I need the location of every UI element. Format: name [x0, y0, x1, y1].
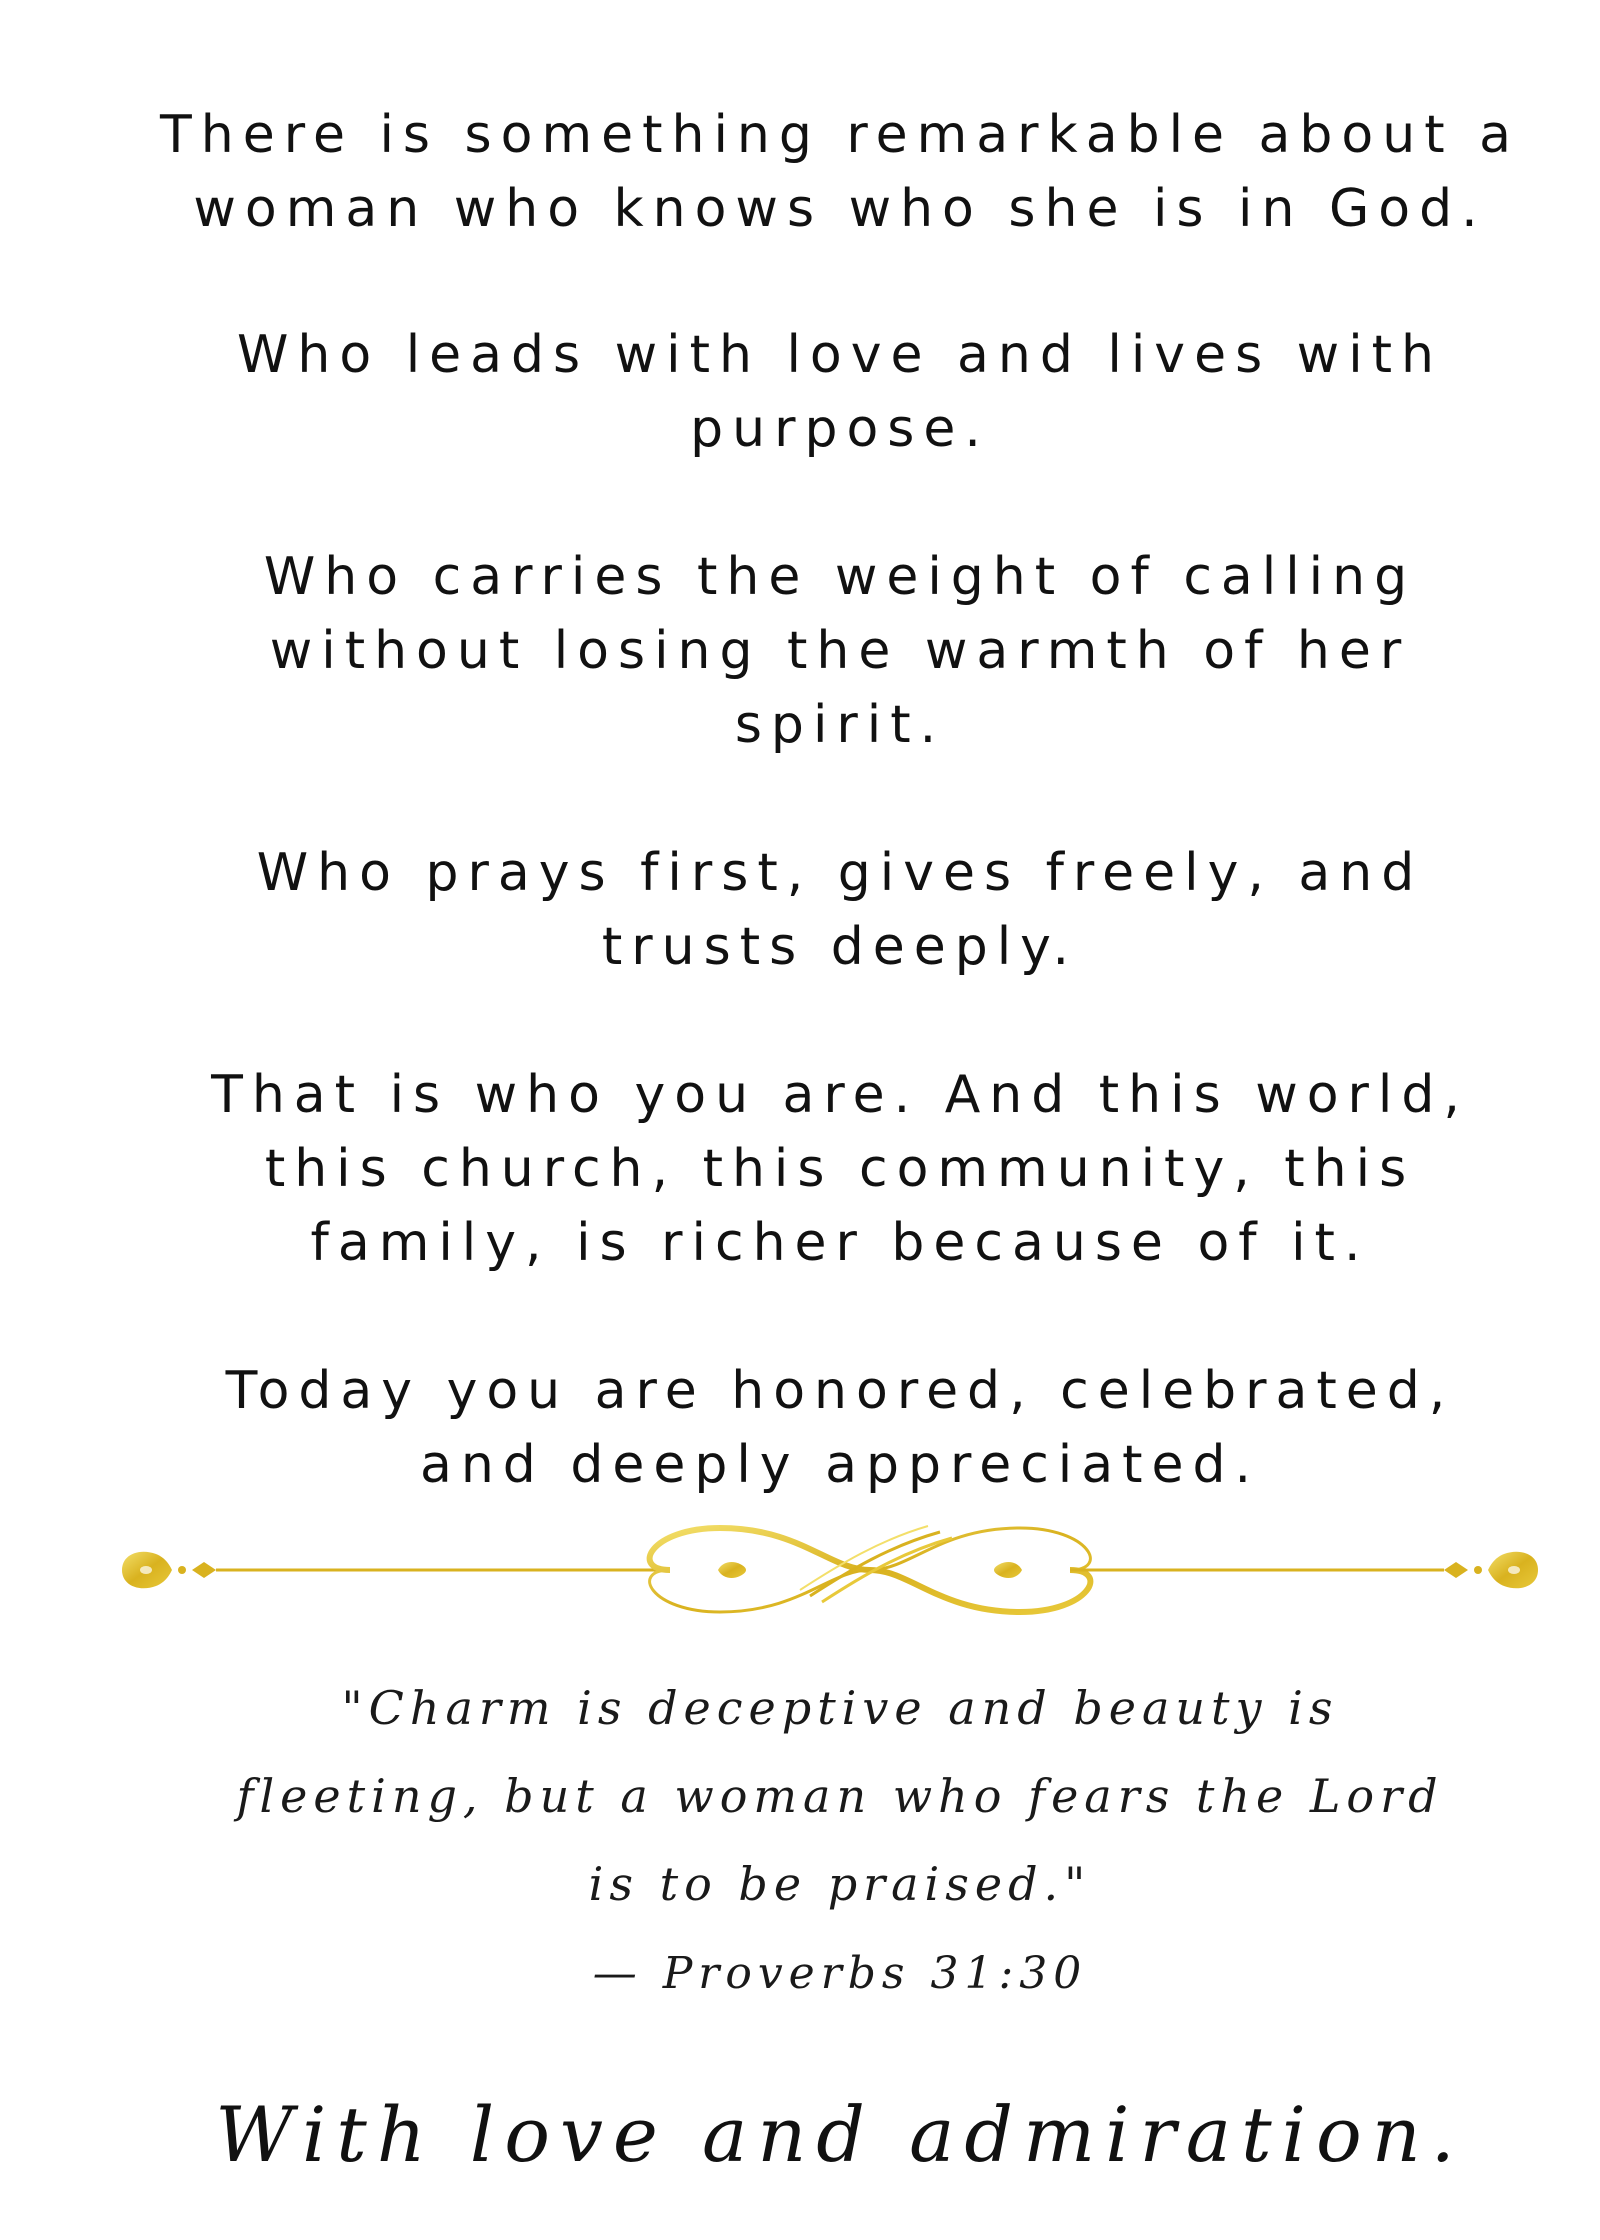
- closing-signature: With love and admiration.: [215, 2090, 1465, 2179]
- paragraph-honored: Today you are honored, celebrated, and deeply appreciated.: [225, 1361, 1455, 1495]
- proverbs-quote-text: "Charm is deceptive and beauty is fleeting, but a woman who fears the Lord is to be praised.": [236, 1681, 1444, 1911]
- paragraph-leads-with-love: Who leads with love and lives with purpose.: [236, 325, 1444, 459]
- paragraph-who-you-are: That is who you are. And this world, this church, this community, this family, is richer because of it.: [211, 1065, 1469, 1273]
- gold-flourish-divider-icon: [110, 1510, 1550, 1630]
- paragraph-remarkable-woman: There is something remarkable about a woman who knows who she is in God.: [160, 105, 1520, 239]
- paragraph-prays-first: Who prays first, gives freely, and trusts deeply.: [256, 843, 1424, 977]
- paragraph-weight-of-calling: Who carries the weight of calling without losing the warmth of her spirit.: [263, 547, 1417, 755]
- proverbs-quote-reference: — Proverbs 31:30: [592, 1948, 1088, 1999]
